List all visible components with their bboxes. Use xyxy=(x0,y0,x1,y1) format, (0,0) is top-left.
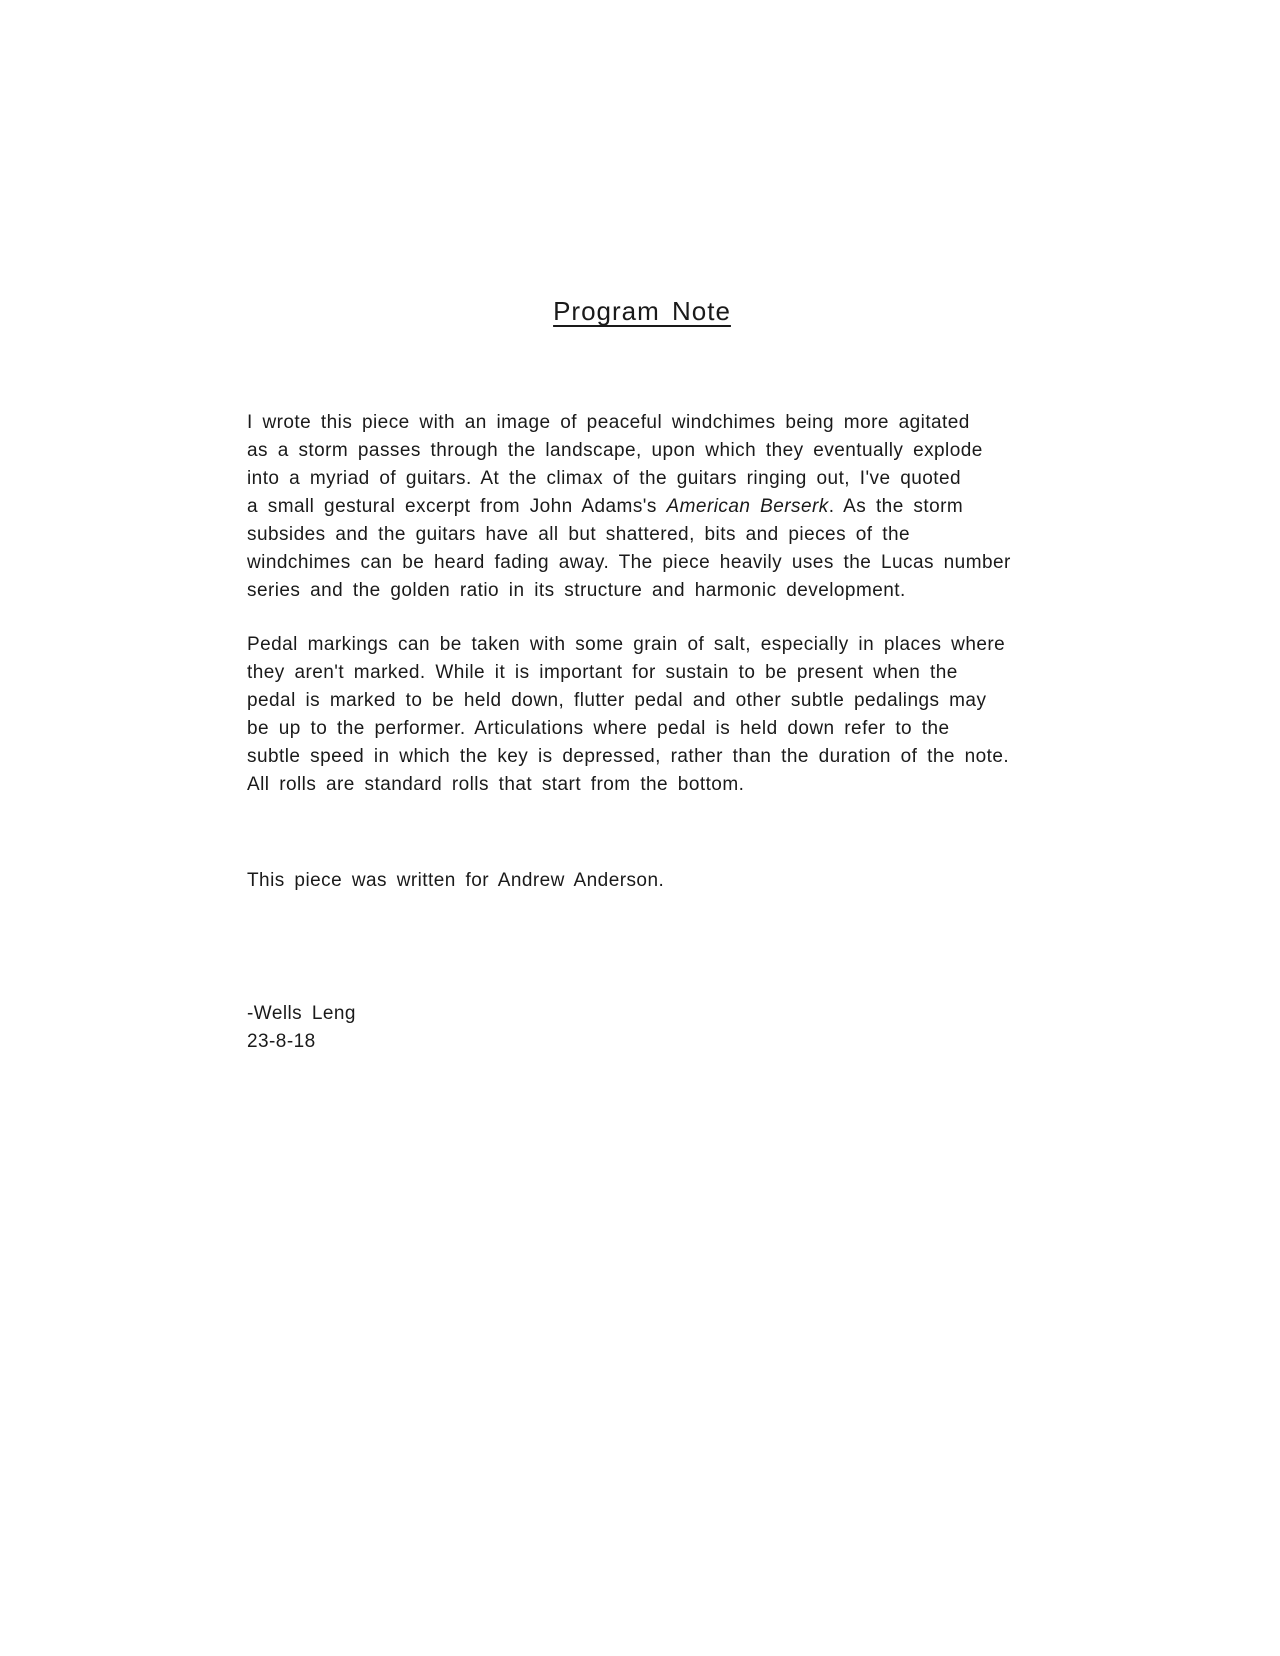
text-segment: . As the storm xyxy=(828,496,964,517)
text-line-with-italic-title xyxy=(247,493,1037,521)
text-line: into a myriad of guitars. At the climax of the guitars ringing out, I've quoted xyxy=(247,468,962,489)
text-line: series and the golden ratio in its structure and harmonic development. xyxy=(247,580,906,601)
text-line: Pedal markings can be taken with some grain of salt, especially in places where xyxy=(247,634,1006,655)
work-title-american-berserk: American Berserk xyxy=(666,496,829,517)
program-note-paragraph-1 xyxy=(247,409,1037,605)
document-title: Program Note xyxy=(553,296,731,326)
text-line: be up to the performer. Articulations where pedal is held down refer to the xyxy=(247,718,950,739)
text-line: subtle speed in which the key is depressed, rather than the duration of the note. xyxy=(247,746,1010,767)
author-name: -Wells Leng xyxy=(247,1003,356,1024)
text-line: windchimes can be heard fading away. The piece heavily uses the Lucas number xyxy=(247,552,1011,573)
text-line: I wrote this piece with an image of peaceful windchimes being more agitated xyxy=(247,412,970,433)
text-line: as a storm passes through the landscape, upon which they eventually explode xyxy=(247,440,983,461)
text-line: All rolls are standard rolls that start from the bottom. xyxy=(247,774,745,795)
text-line: This piece was written for Andrew Anderson. xyxy=(247,870,665,891)
signature-block xyxy=(247,1000,1037,1056)
signature-date: 23-8-18 xyxy=(247,1031,316,1052)
dedication-line xyxy=(247,867,1037,895)
text-line: they aren't marked. While it is important for sustain to be present when the xyxy=(247,662,958,683)
text-segment: a small gestural excerpt from John Adams's xyxy=(247,496,667,517)
text-line: pedal is marked to be held down, flutter pedal and other subtle pedalings may xyxy=(247,690,987,711)
document-content xyxy=(247,0,1037,1056)
program-note-paragraph-2 xyxy=(247,631,1037,799)
text-line: subsides and the guitars have all but shattered, bits and pieces of the xyxy=(247,524,910,545)
